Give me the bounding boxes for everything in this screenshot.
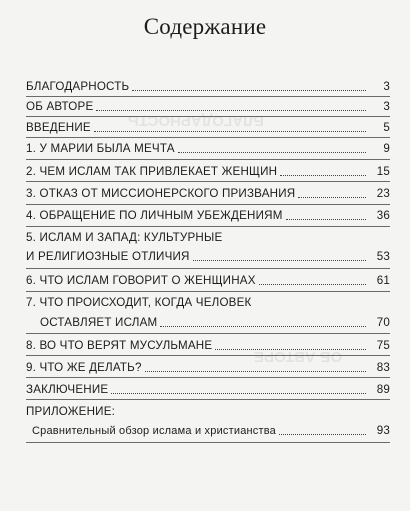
toc-entry-label: 2. ЧЕМ ИСЛАМ ТАК ПРИВЛЕКАЕТ ЖЕНЩИН — [26, 165, 278, 178]
leader-dots — [280, 174, 366, 176]
divider — [26, 399, 390, 400]
toc-page-number: 83 — [376, 361, 390, 374]
leader-dots — [286, 218, 366, 220]
toc-page-number: 70 — [376, 316, 390, 329]
toc-entry-introduction[interactable] — [26, 121, 390, 135]
toc-entry-chapter-4[interactable] — [26, 209, 390, 223]
toc-entry-label: ОБ АВТОРЕ — [26, 100, 94, 113]
toc-page-number: 53 — [376, 250, 390, 263]
page-title: Содержание — [143, 14, 267, 39]
toc-entry-appendix[interactable] — [26, 405, 390, 438]
toc-page-number: 89 — [376, 383, 390, 396]
divider — [26, 355, 390, 356]
leader-dots — [178, 151, 366, 153]
toc-page-number: 61 — [376, 274, 390, 287]
toc-entry-conclusion[interactable] — [26, 383, 390, 397]
toc-page-number: 23 — [376, 187, 390, 200]
divider — [26, 181, 390, 182]
divider — [26, 291, 390, 292]
leader-dots — [160, 325, 366, 327]
toc-entry-sublabel: Сравнительный обзор ислама и христианства — [32, 425, 276, 437]
toc-entry-label-continued: ОСТАВЛЯЕТ ИСЛАМ — [40, 316, 158, 329]
leader-dots — [145, 370, 366, 372]
leader-dots — [259, 283, 366, 285]
divider — [26, 442, 390, 443]
toc-page-number: 3 — [383, 100, 390, 113]
toc-entry-label: ЗАКЛЮЧЕНИЕ — [26, 383, 109, 396]
toc-entry-label: 8. ВО ЧТО ВЕРЯТ МУСУЛЬМАНЕ — [26, 339, 213, 352]
toc-page-number: 93 — [376, 424, 390, 437]
toc-page-number: 9 — [383, 142, 390, 155]
leader-dots — [94, 130, 366, 132]
divider — [26, 116, 390, 117]
toc-entry-chapter-2[interactable] — [26, 165, 390, 179]
divider — [26, 226, 390, 227]
toc-page-number: 75 — [376, 339, 390, 352]
toc-page-number: 3 — [383, 80, 390, 93]
show-through-text: ОБ АВТОРЕ — [254, 348, 343, 365]
leader-dots — [215, 348, 366, 350]
divider — [26, 137, 390, 138]
show-through-text: БЛАГОДАРНОСТЬ — [128, 112, 264, 129]
toc-entry-acknowledgements[interactable] — [26, 80, 390, 94]
toc-entry-label: 3. ОТКАЗ ОТ МИССИОНЕРСКОГО ПРИЗВАНИЯ — [26, 187, 296, 200]
toc-page-number: 15 — [376, 165, 390, 178]
leader-dots — [298, 196, 366, 198]
divider — [26, 268, 390, 269]
toc-entry-label-continued: И РЕЛИГИОЗНЫЕ ОТЛИЧИЯ — [26, 250, 190, 263]
toc-entry-chapter-3[interactable] — [26, 187, 390, 201]
divider — [26, 159, 390, 160]
divider — [26, 96, 390, 97]
toc-entry-chapter-6[interactable] — [26, 274, 390, 288]
toc-entry-label: ПРИЛОЖЕНИЕ: — [26, 405, 116, 418]
toc-entry-label: 9. ЧТО ЖЕ ДЕЛАТЬ? — [26, 361, 142, 374]
divider — [26, 333, 390, 334]
toc-entry-label: 4. ОБРАЩЕНИЕ ПО ЛИЧНЫМ УБЕЖДЕНИЯМ — [26, 209, 283, 222]
toc-page-number: 5 — [383, 121, 390, 134]
leader-dots — [96, 109, 366, 111]
toc-entry-label: 1. У МАРИИ БЫЛА МЕЧТА — [26, 142, 175, 155]
toc-entry-about-author[interactable] — [26, 100, 390, 114]
toc-entry-chapter-7[interactable] — [26, 296, 390, 330]
leader-dots — [279, 433, 366, 435]
toc-entry-label: БЛАГОДАРНОСТЬ — [26, 80, 130, 93]
toc-entry-label: ВВЕДЕНИЕ — [26, 121, 91, 134]
toc-entry-chapter-8[interactable] — [26, 339, 390, 353]
divider — [26, 377, 390, 378]
divider — [26, 204, 390, 205]
toc-entry-label: 6. ЧТО ИСЛАМ ГОВОРИТ О ЖЕНЩИНАХ — [26, 274, 256, 287]
toc-entry-chapter-1[interactable] — [26, 142, 390, 156]
leader-dots — [193, 259, 366, 261]
leader-dots — [111, 392, 366, 394]
toc-entry-label: 5. ИСЛАМ И ЗАПАД: КУЛЬТУРНЫЕ — [26, 231, 223, 244]
leader-dots — [132, 89, 366, 91]
toc-entry-chapter-9[interactable] — [26, 361, 390, 375]
toc-entry-chapter-5[interactable] — [26, 231, 390, 264]
toc-entry-label: 7. ЧТО ПРОИСХОДИТ, КОГДА ЧЕЛОВЕК — [26, 296, 252, 309]
toc-page-number: 36 — [376, 209, 390, 222]
